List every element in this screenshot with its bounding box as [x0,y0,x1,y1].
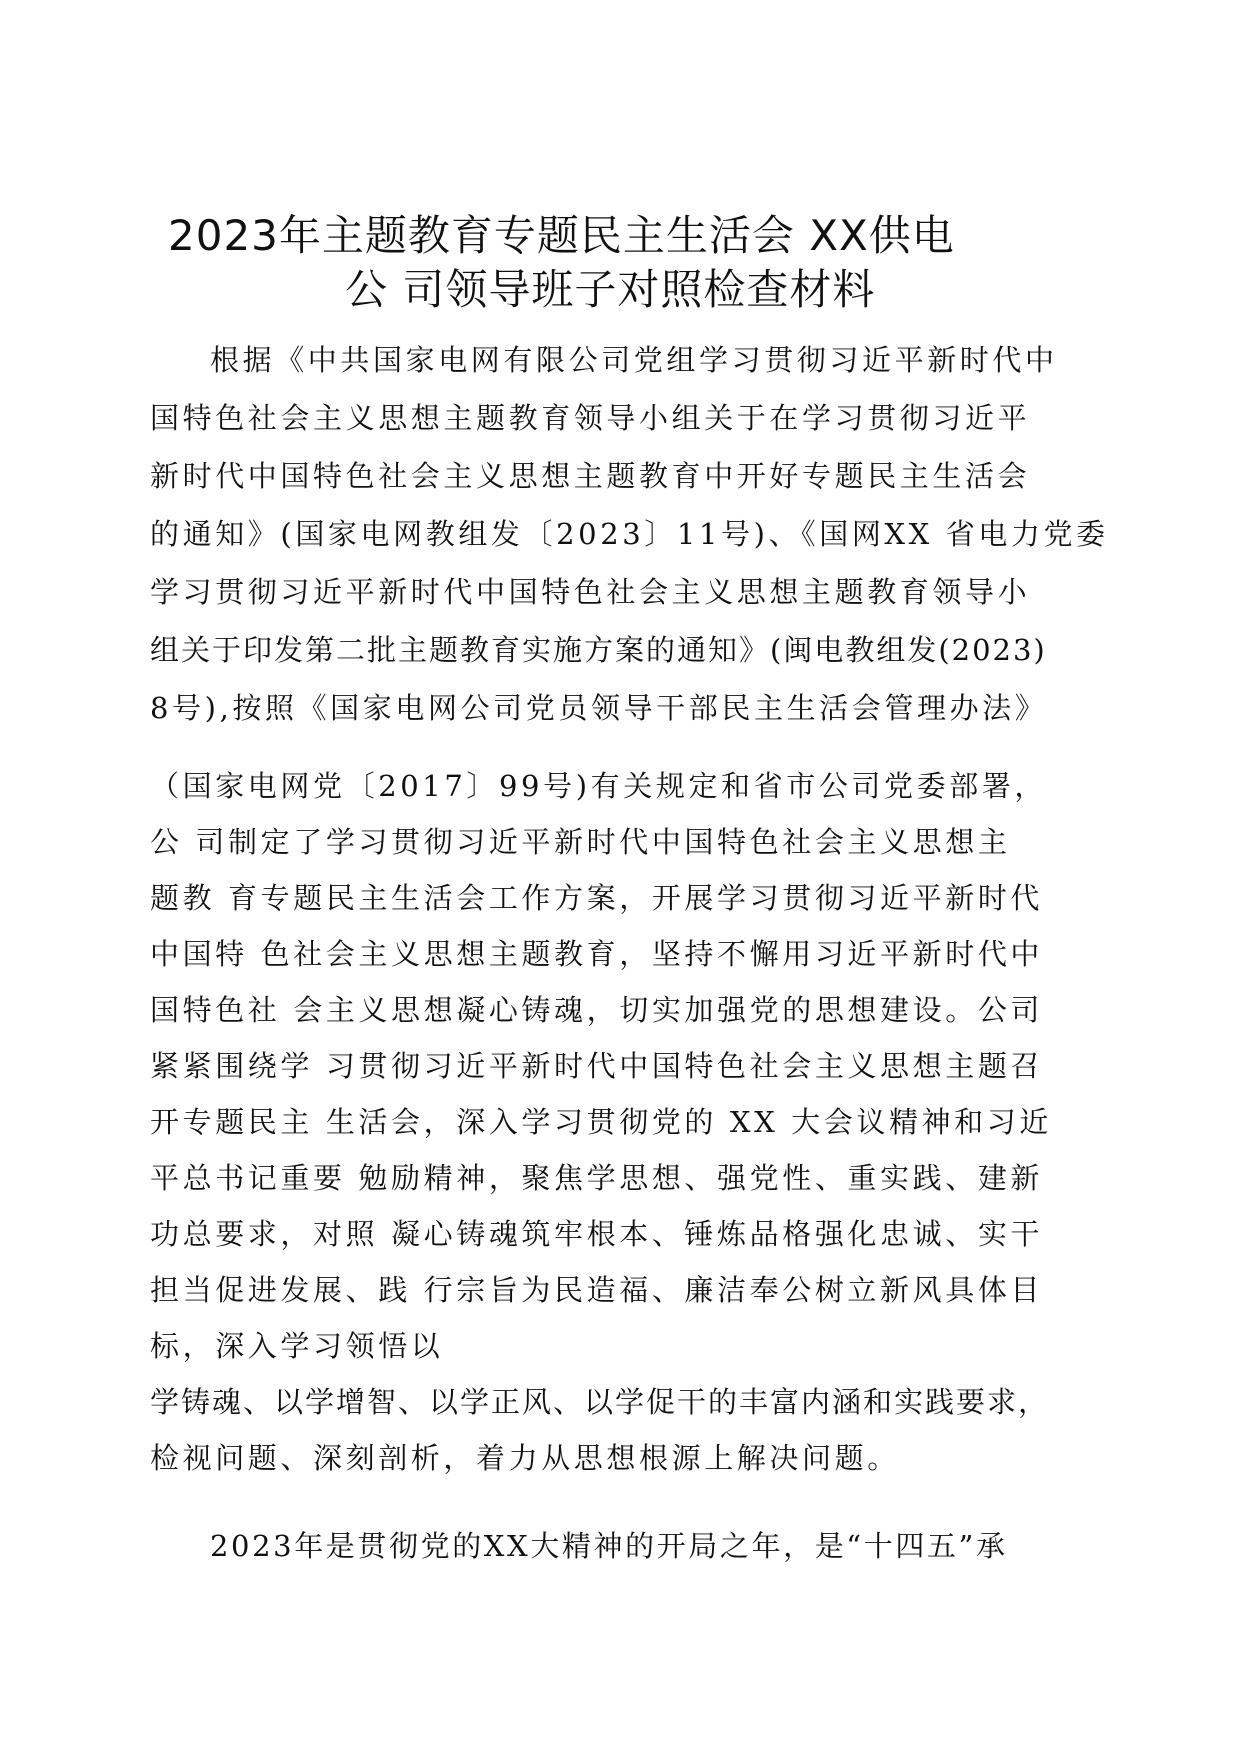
document-title-line-1: 2023年主题教育专题民主生活会 XX供电 [168,211,955,260]
paragraph-2-line: 标，深入学习领悟以 [150,1329,444,1363]
paragraph-2-line: 平总书记重要 勉励精神，聚焦学思想、强党性、重实践、建新 [150,1161,1044,1195]
paragraph-1-line: 新时代中国特色社会主义思想主题教育中开好专题民主生活会 [150,459,1031,493]
paragraph-1-line: 学习贯彻习近平新时代中国特色社会主义思想主题教育领导小 [150,575,1031,609]
paragraph-1-line: 组关于印发第二批主题教育实施方案的通知》(闽电教组发(2023) [150,633,1047,667]
paragraph-1-line: 根据《中共国家电网有限公司党组学习贯彻习近平新时代中 [210,343,1058,377]
paragraph-2-line: 公 司制定了学习贯彻习近平新时代中国特色社会主义思想主 [150,825,1011,859]
paragraph-2-line: 国特色社 会主义思想凝心铸魂，切实加强党的思想建设。公司 [150,993,1044,1027]
paragraph-2-line: 中国特 色社会主义思想主题教育，坚持不懈用习近平新时代中 [150,937,1044,971]
paragraph-2-line: （国家电网党〔2017〕99号)有关规定和省市公司党委部署， [150,769,1048,803]
document-title-line-2: 公 司领导班子对照检查材料 [345,265,876,314]
paragraph-2-line: 检视问题、深刻剖析，着力从思想根源上解决问题。 [150,1441,900,1475]
paragraph-2-line: 紧紧围绕学 习贯彻习近平新时代中国特色社会主义思想主题召 [150,1049,1044,1083]
paragraph-1-line: 的通知》(国家电网教组发〔2023〕11号)、《国网XX 省电力党委 [150,517,1109,551]
paragraph-2-line: 功总要求，对照 凝心铸魂筑牢根本、锤炼品格强化忠诚、实干 [150,1217,1044,1251]
paragraph-1-line: 8号),按照《国家电网公司党员领导干部民主生活会管理办法》 [150,691,1048,725]
paragraph-2-line: 担当促进发展、践 行宗旨为民造福、廉洁奉公树立新风具体目 [150,1273,1044,1307]
paragraph-2-line: 学铸魂、以学增智、以学正风、以学促干的丰富内涵和实践要求， [150,1385,1050,1419]
paragraph-1-line: 国特色社会主义思想主题教育领导小组关于在学习贯彻习近平 [150,401,1031,435]
paragraph-2-line: 题教 育专题民主生活会工作方案，开展学习贯彻习近平新时代 [150,881,1044,915]
paragraph-3-line: 2023年是贯彻党的XX大精神的开局之年，是“十四五”承 [210,1529,1008,1563]
paragraph-2-line: 开专题民主 生活会，深入学习贯彻党的 XX 大会议精神和习近 [150,1105,1052,1139]
